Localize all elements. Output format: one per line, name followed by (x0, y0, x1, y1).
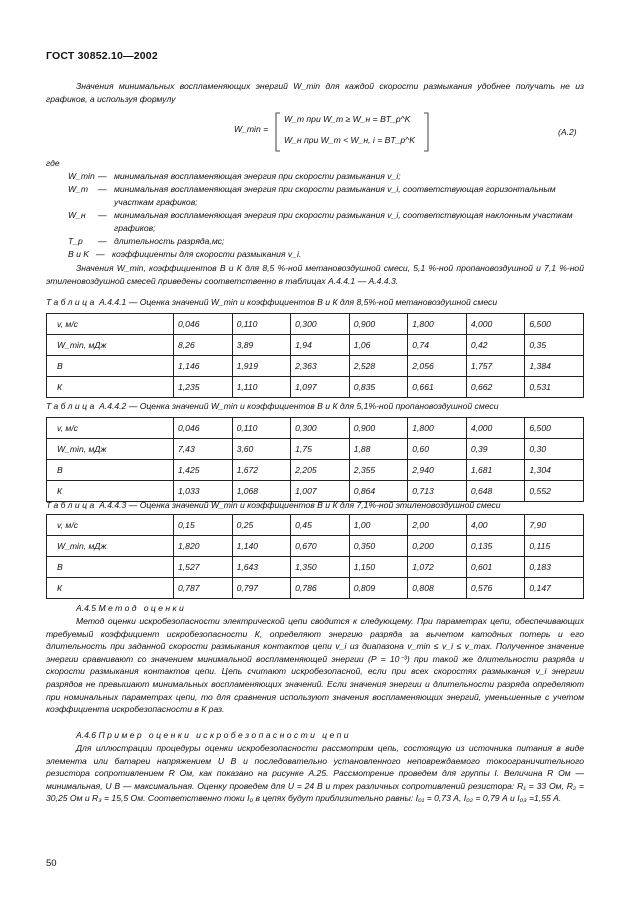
formula-row-1: W_т при W_т ≥ W_н = BT_р^K (284, 114, 411, 124)
table-cell: 0,15 (174, 515, 233, 536)
table-cell: 0,35 (525, 335, 584, 356)
table-row (47, 314, 584, 335)
row-label: W_min, мДж (47, 335, 174, 356)
table-cell: 0,808 (408, 578, 467, 599)
table-cell: 1,00 (349, 515, 408, 536)
table-a443 (46, 514, 584, 599)
table-cell: 6,500 (525, 418, 584, 439)
row-label: К (47, 377, 174, 398)
table-row (47, 536, 584, 557)
table-cell: 1,304 (525, 460, 584, 481)
table-cell: 0,147 (525, 578, 584, 599)
row-label: К (47, 578, 174, 599)
table-cell: 4,000 (466, 314, 525, 335)
table-row (47, 439, 584, 460)
table-cell: 1,527 (174, 557, 233, 578)
table-cell: 2,205 (291, 460, 350, 481)
table-cell: 0,45 (291, 515, 350, 536)
table-cell: 0,25 (232, 515, 291, 536)
table-row (47, 557, 584, 578)
table-cell: 1,800 (408, 418, 467, 439)
table-caption-text: А.4.4.3 — Оценка значений W_min и коэффициентов В и К для 7,1%-ной этиленовоздушной смеси (99, 500, 501, 510)
table-2-caption (46, 401, 499, 411)
table-cell: 0,648 (466, 481, 525, 502)
table-caption-label: Таблица (46, 401, 97, 411)
table-cell: 0,713 (408, 481, 467, 502)
definition-symbol: W_н (68, 210, 86, 220)
definition-text: коэффициенты для скорости размыкания v_i. (112, 249, 302, 259)
table-row (47, 481, 584, 502)
table-cell: 0,30 (525, 439, 584, 460)
table-caption-label: Таблица (46, 297, 97, 307)
table-cell: 0,809 (349, 578, 408, 599)
table-row (47, 578, 584, 599)
section-a45-heading (46, 602, 584, 615)
row-label: v, м/с (47, 314, 174, 335)
row-label: В (47, 557, 174, 578)
table-cell: 1,919 (232, 356, 291, 377)
table-cell: 0,787 (174, 578, 233, 599)
table-cell: 0,670 (291, 536, 350, 557)
table-cell: 1,150 (349, 557, 408, 578)
table-cell: 1,097 (291, 377, 350, 398)
formula-row-2: W_н при W_т < W_н, i = BT_р^K (284, 135, 415, 145)
table-cell: 2,355 (349, 460, 408, 481)
table-cell: 0,350 (349, 536, 408, 557)
table-cell: 0,786 (291, 578, 350, 599)
table-caption-label: Таблица (46, 500, 97, 510)
section-number: А.4.5 (76, 603, 97, 613)
definition-text: минимальная воспламеняющая энергия при скорости размыкания v_i; (114, 171, 401, 181)
table-cell: 1,820 (174, 536, 233, 557)
table-cell: 1,235 (174, 377, 233, 398)
table-cell: 1,384 (525, 356, 584, 377)
section-a45-text: Метод оценки искробезопасности электрической цепи сводится к следующему. При параметрах цепи, обеспечивающих требуемый коэффициент искробезопасности К, определяют энергию разряда за вычетом катодных потерь и его длительность при заданной скорости размыкания контактов цепи v_i из диапазона v_min ≤ v_i ≤ v_max. Полученное значение энергии сравнивают со значением минимальной воспламеняющей энергии (P = 10⁻³) при такой же длительности разряда и скорости размыкания контактов цепи. Цепь считают искробезопасной, если при всех скоростях размыкания v_i энергии разрядов не превышают минимальных воспламеняющих значений. Если значения энергии и длительности разряда определяют при номинальных параметрах цепи, то для сравнения используют значения воспламеняющих энергий, уменьшенные с учетом коэффициента искробезопасности в К раз. (46, 616, 584, 715)
row-label: v, м/с (47, 418, 174, 439)
table-cell: 0,864 (349, 481, 408, 502)
section-number: А.4.6 (76, 730, 97, 740)
table-cell: 0,300 (291, 314, 350, 335)
table-caption-text: А.4.4.2 — Оценка значений W_min и коэффициентов В и К для 5,1%-ной пропановоздушной смеси (99, 401, 499, 411)
table-row (47, 356, 584, 377)
table-cell: 0,900 (349, 314, 408, 335)
section-a46-heading (46, 729, 584, 742)
section-a46-text: Для иллюстрации процедуры оценки искробезопасности рассмотрим цепь, состоящую из источника питания в виде элемента или батареи напряжением U В и последовательно установленного неповреждаемого токоограничительного резистора сопротивлением R Ом, как показано на рисунке А.25. Рассмотрение проведем для группы I. Величина R Ом — минимальная, U В — максимальная. Оценку проведем для U = 24 В и трех различных сопротивлений резистора: R₁ = 33 Ом, R₂ = 30,25 Ом и R₃ = 15,5 Ом. Соответственно токи I₀ в цепях будут приблизительно равны: I₀₁ = 0,73 А, I₀₂ = 0,79 А и I₀₃ =1,55 А. (46, 743, 584, 804)
definition-item: W_н — минимальная воспламеняющая энергия при скорости размыкания v_i, соответствующая наклонным участкам графиков; (46, 209, 584, 235)
table-cell: 1,800 (408, 314, 467, 335)
table-cell: 3,89 (232, 335, 291, 356)
table-cell: 0,900 (349, 418, 408, 439)
table-a442 (46, 417, 584, 502)
row-label: v, м/с (47, 515, 174, 536)
table-cell: 0,576 (466, 578, 525, 599)
table-cell: 4,000 (466, 418, 525, 439)
table-cell: 0,115 (525, 536, 584, 557)
table-cell: 7,90 (525, 515, 584, 536)
table-cell: 7,43 (174, 439, 233, 460)
table-cell: 0,183 (525, 557, 584, 578)
table-cell: 6,500 (525, 314, 584, 335)
table-cell: 3,60 (232, 439, 291, 460)
definition-text: минимальная воспламеняющая энергия при скорости размыкания v_i, соответствующая горизонтальным участкам графиков; (114, 184, 556, 207)
table-cell: 4,00 (466, 515, 525, 536)
table-cell: 1,75 (291, 439, 350, 460)
table-cell: 2,00 (408, 515, 467, 536)
table-cell: 2,940 (408, 460, 467, 481)
table-cell: 0,110 (232, 418, 291, 439)
formula-a2 (230, 110, 430, 154)
table-cell: 0,110 (232, 314, 291, 335)
table-cell: 2,056 (408, 356, 467, 377)
formula-number: (А.2) (558, 127, 577, 137)
table-cell: 0,046 (174, 418, 233, 439)
table-cell: 0,601 (466, 557, 525, 578)
document-header: ГОСТ 30852.10—2002 (46, 50, 158, 62)
table-3-caption (46, 500, 501, 510)
definition-text: минимальная воспламеняющая энергия при скорости размыкания v_i, соответствующая наклонным участкам графиков; (114, 210, 573, 233)
table-cell: 1,672 (232, 460, 291, 481)
section-title: Пример оценки искробезопасности цепи (98, 730, 351, 740)
definition-symbol: T_р (68, 236, 83, 246)
table-cell: 0,60 (408, 439, 467, 460)
table-cell: 1,068 (232, 481, 291, 502)
table-cell: 1,140 (232, 536, 291, 557)
table-cell: 1,350 (291, 557, 350, 578)
table-cell: 1,007 (291, 481, 350, 502)
row-label: К (47, 481, 174, 502)
table-cell: 1,88 (349, 439, 408, 460)
table-cell: 0,74 (408, 335, 467, 356)
definitions-list (46, 170, 584, 261)
table-cell: 1,757 (466, 356, 525, 377)
definition-item: T_р — длительность разряда,мс; (46, 235, 584, 248)
table-cell: 1,06 (349, 335, 408, 356)
table-cell: 0,661 (408, 377, 467, 398)
table-cell: 0,662 (466, 377, 525, 398)
page-number: 50 (46, 858, 57, 869)
definition-symbol: B и K (68, 249, 90, 259)
definition-item: B и K — коэффициенты для скорости размыкания v_i. (68, 249, 302, 259)
table-cell: 2,528 (349, 356, 408, 377)
table-caption-text: А.4.4.1 — Оценка значений W_min и коэффициентов В и К для 8,5%-ной метановоздушной смеси (99, 297, 498, 307)
intro-paragraph: Значения минимальных воспламеняющих энергий W_min для каждой скорости размыкания удобнее получать не из графиков, а используя формулу (46, 81, 584, 104)
definition-symbol: W_min (68, 171, 95, 181)
table-row (47, 418, 584, 439)
row-label: В (47, 460, 174, 481)
section-title: Метод оценки (98, 603, 187, 613)
definition-item: W_т — минимальная воспламеняющая энергия при скорости размыкания v_i, соответствующая горизонтальным участкам графиков; (46, 183, 584, 209)
table-cell: 0,835 (349, 377, 408, 398)
table-cell: 0,797 (232, 578, 291, 599)
table-cell: 1,146 (174, 356, 233, 377)
table-cell: 0,531 (525, 377, 584, 398)
table-cell: 1,681 (466, 460, 525, 481)
definition-text: длительность разряда,мс; (114, 236, 225, 246)
row-label: W_min, мДж (47, 439, 174, 460)
table-cell: 1,425 (174, 460, 233, 481)
table-cell: 0,200 (408, 536, 467, 557)
table-cell: 1,94 (291, 335, 350, 356)
table-cell: 1,643 (232, 557, 291, 578)
table-cell: 0,046 (174, 314, 233, 335)
table-row (47, 377, 584, 398)
definition-item: W_min — минимальная воспламеняющая энергия при скорости размыкания v_i; (46, 170, 584, 183)
table-cell: 2,363 (291, 356, 350, 377)
table-row (47, 460, 584, 481)
table-row (47, 335, 584, 356)
formula-lhs: W_min = (234, 124, 269, 134)
table-cell: 1,033 (174, 481, 233, 502)
values-note: Значения W_min, коэффициентов В и К для 8,5 %-ной метановоздушной смеси, 5,1 %-ной пропановоздушной и 7,1 %-ной этиленовоздушной смесей приведены соответственно в таблицах А.4.4.1 — А.4.4.3. (46, 263, 584, 286)
row-label: W_min, мДж (47, 536, 174, 557)
table-cell: 0,552 (525, 481, 584, 502)
table-row (47, 515, 584, 536)
table-cell: 1,110 (232, 377, 291, 398)
row-label: В (47, 356, 174, 377)
table-cell: 0,300 (291, 418, 350, 439)
table-cell: 1,072 (408, 557, 467, 578)
definition-symbol: W_т (68, 184, 89, 194)
table-a441 (46, 313, 584, 398)
table-cell: 0,39 (466, 439, 525, 460)
table-cell: 0,135 (466, 536, 525, 557)
where-label: где (46, 158, 60, 168)
table-cell: 0,42 (466, 335, 525, 356)
table-cell: 8,26 (174, 335, 233, 356)
table-1-caption (46, 297, 497, 307)
